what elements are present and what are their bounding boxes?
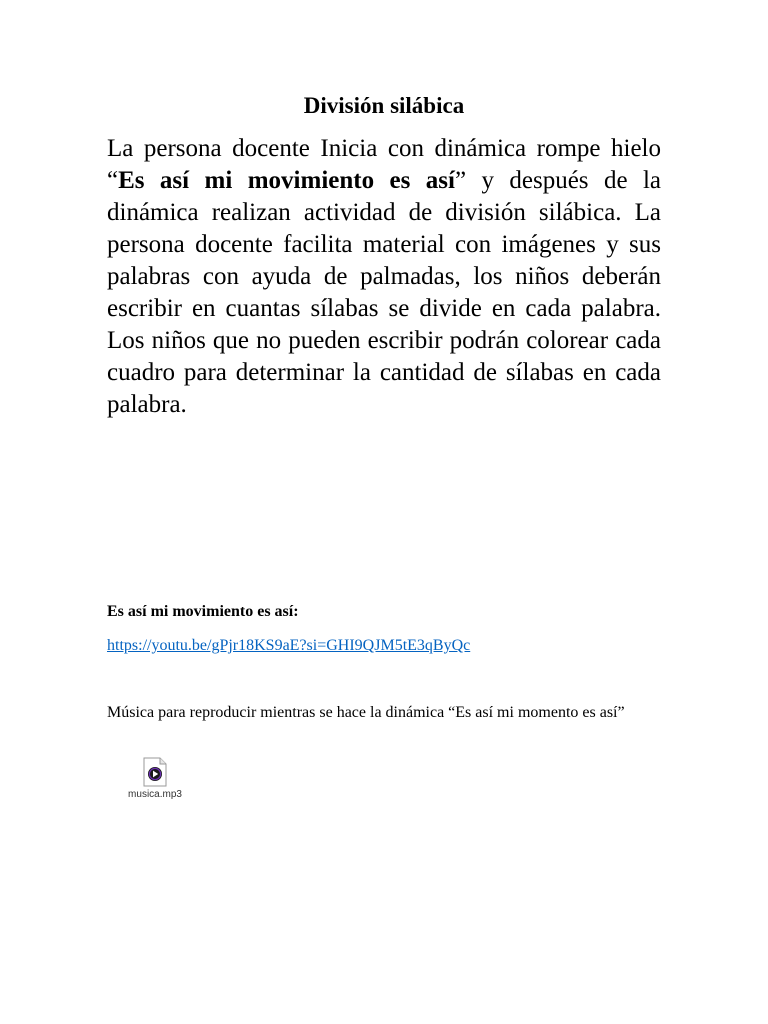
paragraph-intro: La persona docente Inicia con dinámica rompe hielo “: [107, 135, 661, 194]
music-attachment[interactable]: [122, 757, 188, 801]
music-instructions: Música para reproducir mientras se hace la dinámica “Es así mi momento es así”: [107, 704, 625, 721]
audio-file-icon: [143, 757, 167, 787]
paragraph-body: ” y después de la dinámica realizan actividad de división silábica. La persona docente facilita material con imágenes y sus palabras con ayuda de palmadas, los niños deberán escribir en cuantas sílabas se divide en cada palabra. Los niños que no pueden escribir podrán colorear cada cuadro para determinar la cantidad de sílabas en cada palabra.: [107, 167, 662, 418]
youtube-link[interactable]: https://youtu.be/gPjr18KS9aE?si=GHI9QJM5tE3qByQc: [107, 637, 471, 654]
page-title: División silábica: [303, 93, 465, 118]
activity-description: [107, 133, 661, 421]
paragraph-bold-phrase: Es así mi movimiento es así: [118, 167, 455, 194]
video-section-heading: Es así mi movimiento es así:: [107, 603, 299, 620]
attachment-file-name: musica.mp3: [128, 789, 182, 800]
